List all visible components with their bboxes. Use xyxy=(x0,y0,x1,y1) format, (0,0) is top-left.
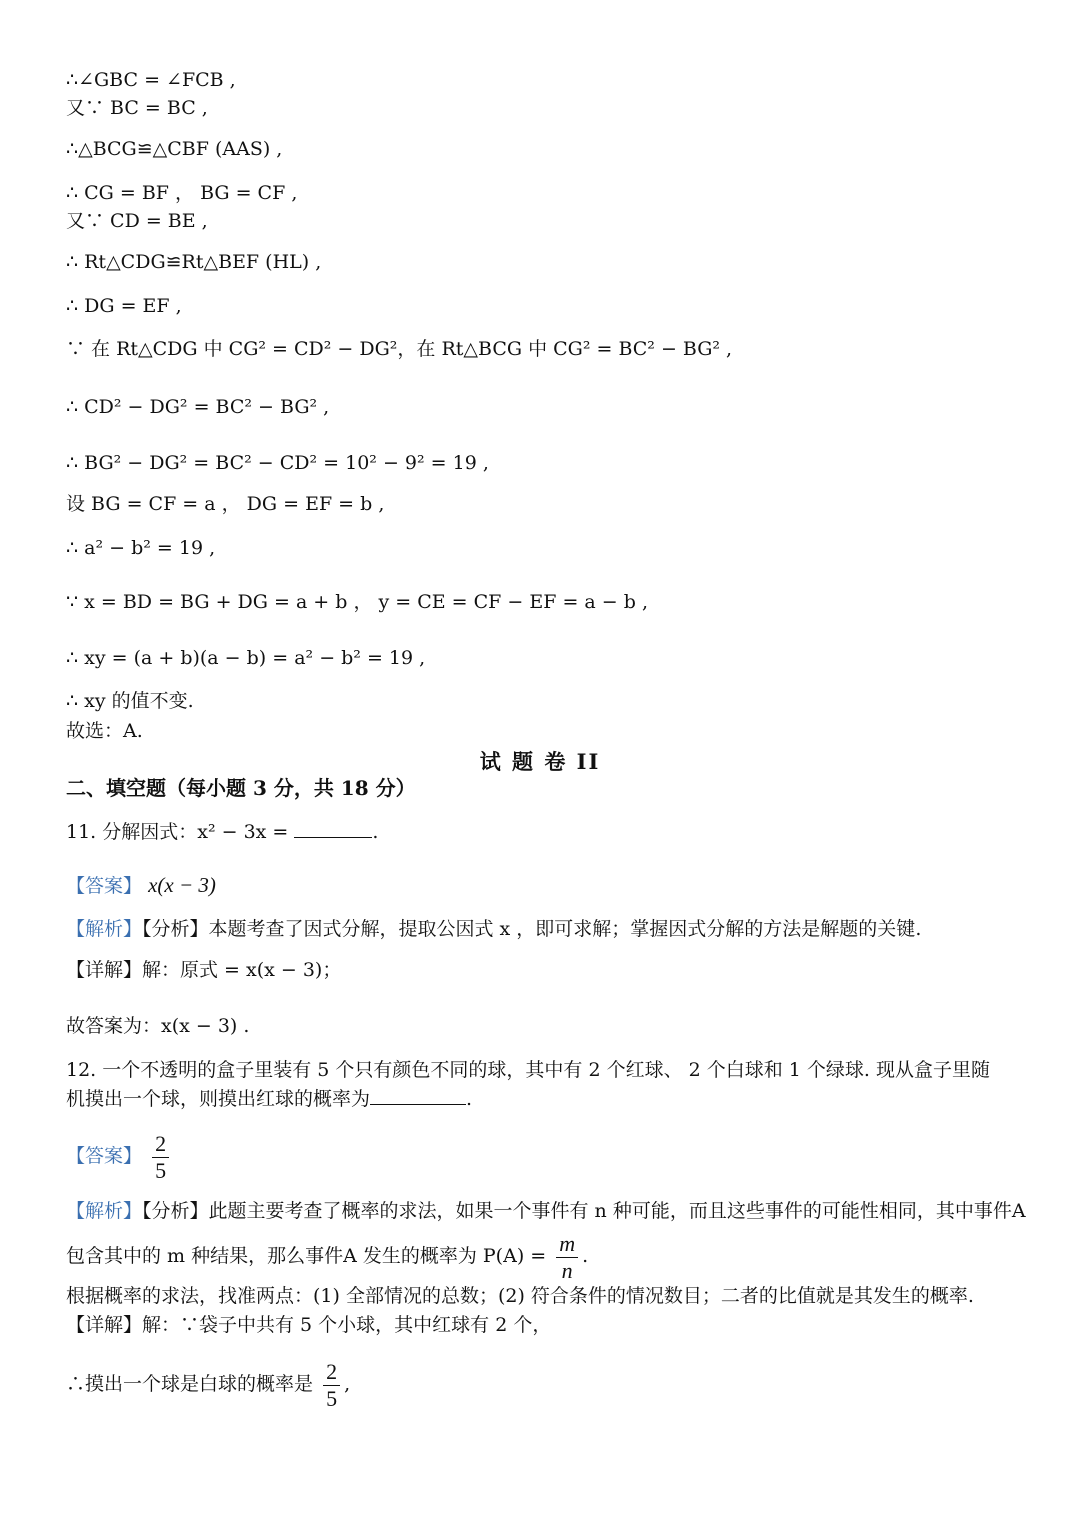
fraction-numerator: m xyxy=(556,1231,578,1258)
fraction-denominator: 5 xyxy=(155,1157,167,1183)
question-11-analysis xyxy=(66,917,921,941)
choice-line: 故选：A. xyxy=(66,720,143,742)
question-12-conclusion xyxy=(66,1356,350,1412)
proof-line: 又∵ CD = BE , xyxy=(66,210,208,232)
question-12-detail: 【详解】解：∵袋子中共有 5 个小球，其中红球有 2 个， xyxy=(66,1314,552,1336)
answer-tag: 【答案】 xyxy=(66,1145,143,1167)
analysis-text: 【分析】本题考查了因式分解，提取公因式 x ，即可求解；掌握因式分解的方法是解题的关键. xyxy=(142,918,922,940)
answer-blank xyxy=(294,819,372,838)
conclusion-text: ∴摸出一个球是白球的概率是 xyxy=(66,1373,314,1395)
fraction-denominator: 5 xyxy=(326,1385,338,1411)
proof-line: ∴ CG = BF ， BG = CF , xyxy=(66,182,298,204)
proof-line: ∴ DG = EF , xyxy=(66,295,182,317)
answer-fraction xyxy=(152,1131,169,1184)
section-heading: 二、填空题（每小题 3 分，共 18 分） xyxy=(66,776,416,800)
probability-fraction xyxy=(556,1231,578,1284)
proof-line: ∵ x = BD = BG + DG = a + b ， y = CE = CF − EF = a − b , xyxy=(66,591,648,613)
question-11-detail: 【详解】解：原式 = x(x − 3)； xyxy=(66,959,342,981)
answer-value: x(x − 3) xyxy=(148,873,216,897)
question-12-analysis-line1 xyxy=(66,1199,1026,1223)
answer-tag: 【答案】 xyxy=(66,875,143,897)
analysis-tag: 【解析】 xyxy=(66,918,143,940)
conclusion-end: , xyxy=(344,1373,351,1395)
proof-line: ∵ 在 Rt△CDG 中 CG² = CD² − DG²，在 Rt△BCG 中 CG² = BC² − BG² , xyxy=(66,338,733,360)
proof-line: ∴∠GBC = ∠FCB , xyxy=(66,69,236,91)
answer-blank xyxy=(370,1086,466,1105)
question-12-stem-line2 xyxy=(66,1086,472,1111)
proof-line: 设 BG = CF = a ， DG = EF = b , xyxy=(66,493,385,515)
proof-line: ∴ Rt△CDG≌Rt△BEF (HL) , xyxy=(66,251,322,273)
section-title: 试 题 卷 II xyxy=(479,749,601,774)
proof-line: ∴ BG² − DG² = BC² − CD² = 10² − 9² = 19 , xyxy=(66,452,489,474)
question-12-end: . xyxy=(466,1088,473,1110)
fraction-denominator: n xyxy=(561,1257,573,1283)
question-12-analysis-line3: 根据概率的求法，找准两点：(1) 全部情况的总数；(2) 符合条件的情况数目；二者的比值就是其发生的概率. xyxy=(66,1285,974,1307)
conclusion-fraction xyxy=(323,1359,340,1412)
proof-line: ∴△BCG≌△CBF (AAS) , xyxy=(66,138,283,160)
fraction-numerator: 2 xyxy=(323,1359,340,1386)
question-11-answer xyxy=(66,873,216,898)
analysis-text: 【分析】此题主要考查了概率的求法，如果一个事件有 n 种可能，而且这些事件的可能性相同，其中事件A xyxy=(142,1200,1026,1222)
analysis-text: 包含其中的 m 种结果，那么事件A 发生的概率为 P(A) = xyxy=(66,1245,547,1267)
fraction-numerator: 2 xyxy=(152,1131,169,1158)
proof-line: ∴ xy = (a + b)(a − b) = a² − b² = 19 , xyxy=(66,647,426,669)
analysis-end: . xyxy=(582,1245,589,1267)
question-11-text: 11. 分解因式：x² − 3x = xyxy=(66,821,289,843)
question-12-text: 机摸出一个球，则摸出红球的概率为 xyxy=(66,1088,371,1110)
proof-line: ∴ xy 的值不变. xyxy=(66,690,194,712)
question-12-stem-line1: 12. 一个不透明的盒子里装有 5 个只有颜色不同的球，其中有 2 个红球、 2 个白球和 1 个绿球. 现从盒子里随 xyxy=(66,1059,991,1081)
question-12-answer xyxy=(66,1128,173,1184)
question-12-analysis-line2 xyxy=(66,1230,588,1284)
question-11-final: 故答案为：x(x − 3) . xyxy=(66,1015,250,1037)
question-11-stem xyxy=(66,819,378,844)
proof-line: 又∵ BC = BC , xyxy=(66,97,208,119)
question-11-end: . xyxy=(372,821,379,843)
proof-line: ∴ CD² − DG² = BC² − BG² , xyxy=(66,396,330,418)
analysis-tag: 【解析】 xyxy=(66,1200,143,1222)
proof-line: ∴ a² − b² = 19 , xyxy=(66,537,216,559)
